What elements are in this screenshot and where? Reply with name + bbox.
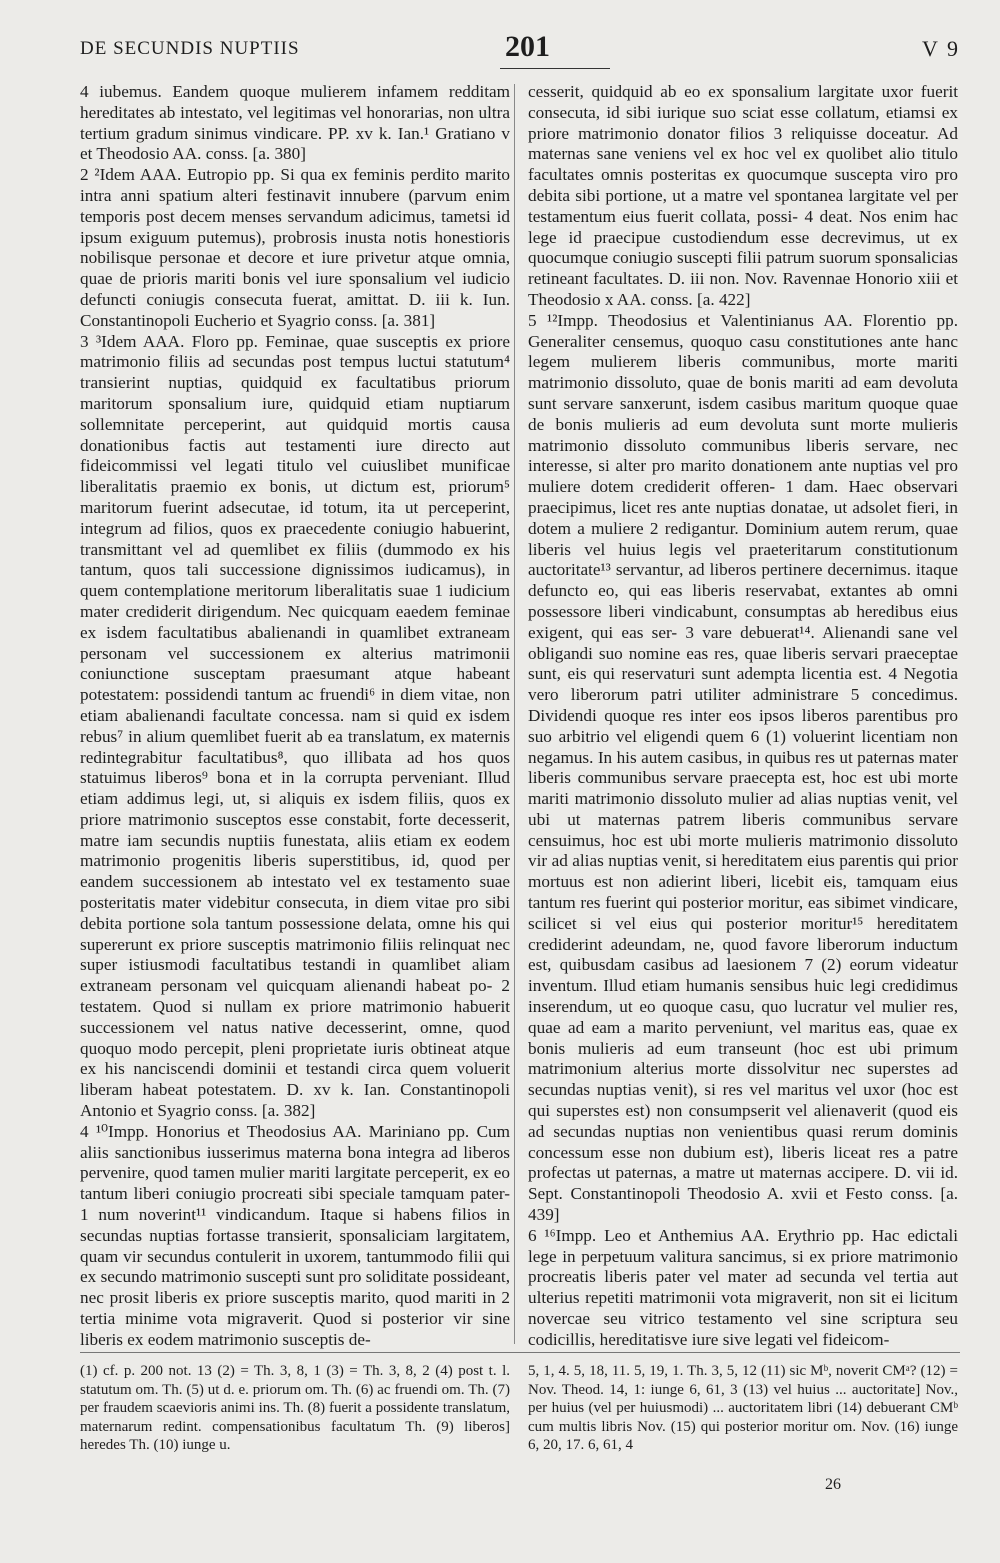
page-number-rule [500, 68, 610, 69]
right-paragraph-2: 5 ¹²Impp. Theodosius et Valentinianus AA. Florentio pp. Generaliter censemus, quoquo casu constitutiones ante hanc legem mulierem liberis communibus, morte mariti matrimonio dissoluto, quae de bonis mariti ad eam devoluta sunt servare sanxerunt, isdem casibus maritum quoque quae de bonis mulieris ad eum devoluta sunt morte mulieris matrimonio dissoluto communibus liberis servare, nec interesse, si alter pro marito donationem ante nuptias vel pro muliere dotem crediderit offeren- 1 dam. Haec observari praecipimus, licet res ante nuptias donatae, ut adsolet fieri, in dotem a muliere 2 redigantur. Dominium autem rerum, quae liberis vel huius legis vel praeteritarum constitutionum auctoritate¹³ servantur, ad liberos pertinere decernimus. itaque defuncto eo, qui eas liberis reservabat, extantes ab omni possessore liberi vindicabunt, consumptas ab heredibus eius exigent, qui eas ser- 3 vare debuerat¹⁴. Alienandi sane vel obligandi suo nomine eas res, quae liberis servari praeceptae sunt, eis qui reservaturi sunt adempta licentia est. 4 Negotia vero liberorum patri utiliter administrare 5 concedimus. Dividendi quoque res inter eos ipsos liberos parentibus pro suo arbitrio vel eligendi quem 6 (1) voluerint licentiam non negamus. In his autem casibus, in quibus res ut paternas mater liberis communibus servare praecepta est, hoc est ubi morte mariti matrimonio dissoluto mulier ad alias nuptias venit, vel ubi ut maternas patrem liberis communibus servare censuimus, hoc est ubi morte mulieris matrimonio dissoluto vir ad alias nuptias venit, si hereditatem eius parentis qui prior mortuus est non adierint liberi, licebit eis, tamquam eius tantum res fuerint qui posterior moritur, eas sibimet vindicare, scilicet si vel eius qui posterior moritur¹⁵ hereditatem crediderint adeundam, ne, quod favore liberorum inductum est, quibusdam casibus ad laesionem 7 (2) eorum videatur inventum. Illud etiam humanis sensibus huic legi credidimus inserendum, ut eo quoque casu, quo lucratur vel mulier res, quae ad eam a marito perveniunt, vel maritus eas, quae ex bonis mulieris ad eum transeunt (hoc est ubi primum matrimonium alterius morte dissolvitur nec superstes ad secundas nuptias venit), si res vel maritus vel uxor (hoc est qui superstes est) non consumpserit vel alienaverit (quod eis ad secundas nuptias non venientibus quasi rerum dominis concessum esse non dubium est), liberis liceat res a patre profectas ut paternas, a matre ut maternas accipere. D. vii id. Sept. Constantinopoli Theodosio A. xvii et Festo conss. [a. 439] [528, 310, 958, 1225]
left-paragraph-2: 2 ²Idem AAA. Eutropio pp. Si qua ex feminis perdito marito intra anni spatium alteri festinavit innubere (parvum enim temporis post decem menses servandum adicimus, tametsi id ipsum exiguum putemus), probrosis inusta notis honestioris nobilisque personae et decore et iure privetur atque omnia, quae de prioris mariti bonis vel iure sponsalium vel iudicio defuncti coniugis consecuta fuerat, amittat. D. iii k. Iun. Constantinopoli Eucherio et Syagrio conss. [a. 381] [80, 165, 510, 330]
running-header [80, 30, 960, 70]
right-paragraph-1: cesserit, quidquid ab eo ex sponsalium largitate uxor fuerit consecuta, id sibi iurique suo sciat esse collatum, etiamsi ex priore matrimonio donator filios 3 reliquisse doceatur. Ad maternas sane veniens vel ex hoc vel ex quolibet alio titulo facultates omnis posteritas ex quocumque suscepta viro pro debita sibi portione, ut a matre vel spontanea largitate vel per testamentum eius fuerit collata, possi- 4 deat. Nos enim hac lege id praecipue custodiendum esse decrevimus, ut ex quocumque coniugio suscepti filii patrum suorum sponsalicias retineant facultates. D. iii non. Nov. Ravennae Honorio xiii et Theodosio x AA. conss. [a. 422] [528, 82, 958, 309]
left-paragraph-4: 4 ¹⁰Impp. Honorius et Theodosius AA. Mariniano pp. Cum aliis sanctionibus iusserimus materna bona integra ad liberos pervenire, quod tamen mulier mariti largitate perceperit, ex eo tantum liberi coniugio procreati sibi speciale tamquam pater- 1 num noverint¹¹ vindicandum. Itaque si habens filios in secundas nuptias fortasse transierit, sponsaliciam largitatem, quam vir secundus contulerit in uxorem, tantummodo filii qui ex secundo matrimonio suscepti sunt pro soliditate possideant, nec prosit liberis ex priore susceptis marito, quod mariti in 2 tertia minime vota migraverit. Quod si posterior vir sine liberis ex eodem matrimonio susceptis de- [80, 1121, 510, 1349]
left-paragraph-1: 4 iubemus. Eandem quoque mulierem infamem redditam hereditates ab intestato, vel legitimas vel honorarias, non ultra tertium gradum sinimus vindicare. PP. xv k. Ian.¹ Gratiano v et Theodosio AA. conss. [a. 380] [80, 82, 510, 164]
footnote-rule [80, 1352, 960, 1353]
footnotes-right: 5, 1, 4. 5, 18, 11. 5, 19, 1. Th. 3, 5, 12 (11) sic Mᵇ, noverit CMᵃ? (12) = Nov. Theod. 14, 1: iunge 6, 61, 3 (13) vel huius ... auctoritate] Nov., per huius (vel per huiusmodi) ... auctoritatem libri (14) debuerant CMᵇ cum multis libris Nov. (15) qui posterior moritur om. Nov. (16) iunge 6, 20, 17. 6, 61, 4 [528, 1363, 958, 1454]
footnotes-left: (1) cf. p. 200 not. 13 (2) = Th. 3, 8, 1 (3) = Th. 3, 8, 2 (4) post t. l. statutum om. Th. (5) ut d. e. priorum om. Th. (6) ac fruendi om. Th. (7) per fraudem scaevioris animi ins. Th. (8) fuerit a possidente translatum, maternarum redint. compensationibus facultatum Th. (9) liberos] heredes Th. (10) iunge u. [80, 1363, 510, 1454]
signature-mark: 26 [825, 1476, 841, 1493]
left-paragraph-3: 3 ³Idem AAA. Floro pp. Feminae, quae susceptis ex priore matrimonio filiis ad secundas post tempus luctui statutum⁴ transierint nuptias, quidquid ex facultatibus priorum maritorum sponsalium iure, quidquid etiam nuptiarum sollemnitate perceperint, aut quidquid mortis causa donationibus factis aut testamenti iure directo aut fideicommissi vel legati titulo vel cuiuslibet munificae liberalitatis praemio ex bonis, ut dictum est, priorum⁵ maritorum fuerint adsecutae, id totum, ita ut perceperint, integrum ad filios, quos ex praecedente coniugio habuerint, transmittant vel ad quemlibet ex filiis (dummodo ex his tantum, quos tali successione dignissimos iudicamus), in quem contemplatione meritorum liberalitatis suae 1 iudicium mater crediderit dirigendum. Nec quicquam eaedem feminae ex isdem facultatibus abalienandi in quamlibet extraneam personam vel successionem ex alterius matrimonii coniunctione susceptam praesumant atque habeant potestatem: possidendi tantum ac fruendi⁶ in diem vitae, non etiam abalienandi facultate concessa. nam si quid ex isdem rebus⁷ in alium quemlibet fuerit ab ea translatum, ex maternis redintegrabitur facultatibus⁸, quo illibata ad hos quos statuimus liberos⁹ bona et in la corrupta perveniant. Illud etiam addimus legi, ut, si aliquis ex isdem filiis, quos ex priore matrimonio susceptos esse constabit, forte decesserit, matre iam secundis nuptiis funestata, aliis etiam ex eodem matrimonio progenitis liberis superstitibus, id, quod per eandem successionem ab intestato vel ex testamento suae posteritatis mater videbitur consecuta, in diem vitae pro sibi debita portione sola tantum possessione delata, omne his qui supererunt ex priore susceptis matrimonio filiis relinquat nec super istiusmodi facultatibus testandi in quamlibet aliam extraneam personam vel quicquam alienandi habeat po- 2 testatem. Quod si nullam ex priore matrimonio habuerit successionem vel natus native decesserint, omne, quod quoquo modo percepit, pleni proprietate iuris obtineat atque ex his nanciscendi dominii et testandi circa quem voluerit liberam habeat potestatem. D. xv k. Ian. Constantinopoli Antonio et Syagrio conss. [a. 382] [80, 331, 510, 1121]
right-paragraph-3: 6 ¹⁶Impp. Leo et Anthemius AA. Erythrio pp. Hac edictali lege in perpetuum valitura sancimus, si ex priore matrimonio procreatis liberis pater vel mater ad secunda vel tertia aut ulterius repetiti matrimonii vota migraverit, non sit ei licitum novercae seu vitrico testamento vel sine scriptura seu codicillis, hereditatisve iure sive legati vel fideicom- [528, 1225, 958, 1349]
right-column [528, 82, 958, 1351]
page-number: 201 [505, 30, 550, 63]
running-title: DE SECUNDIS NUPTIIS [80, 38, 300, 59]
section-marker: V 9 [922, 36, 960, 61]
left-column [80, 82, 510, 1351]
column-divider [514, 84, 515, 1344]
